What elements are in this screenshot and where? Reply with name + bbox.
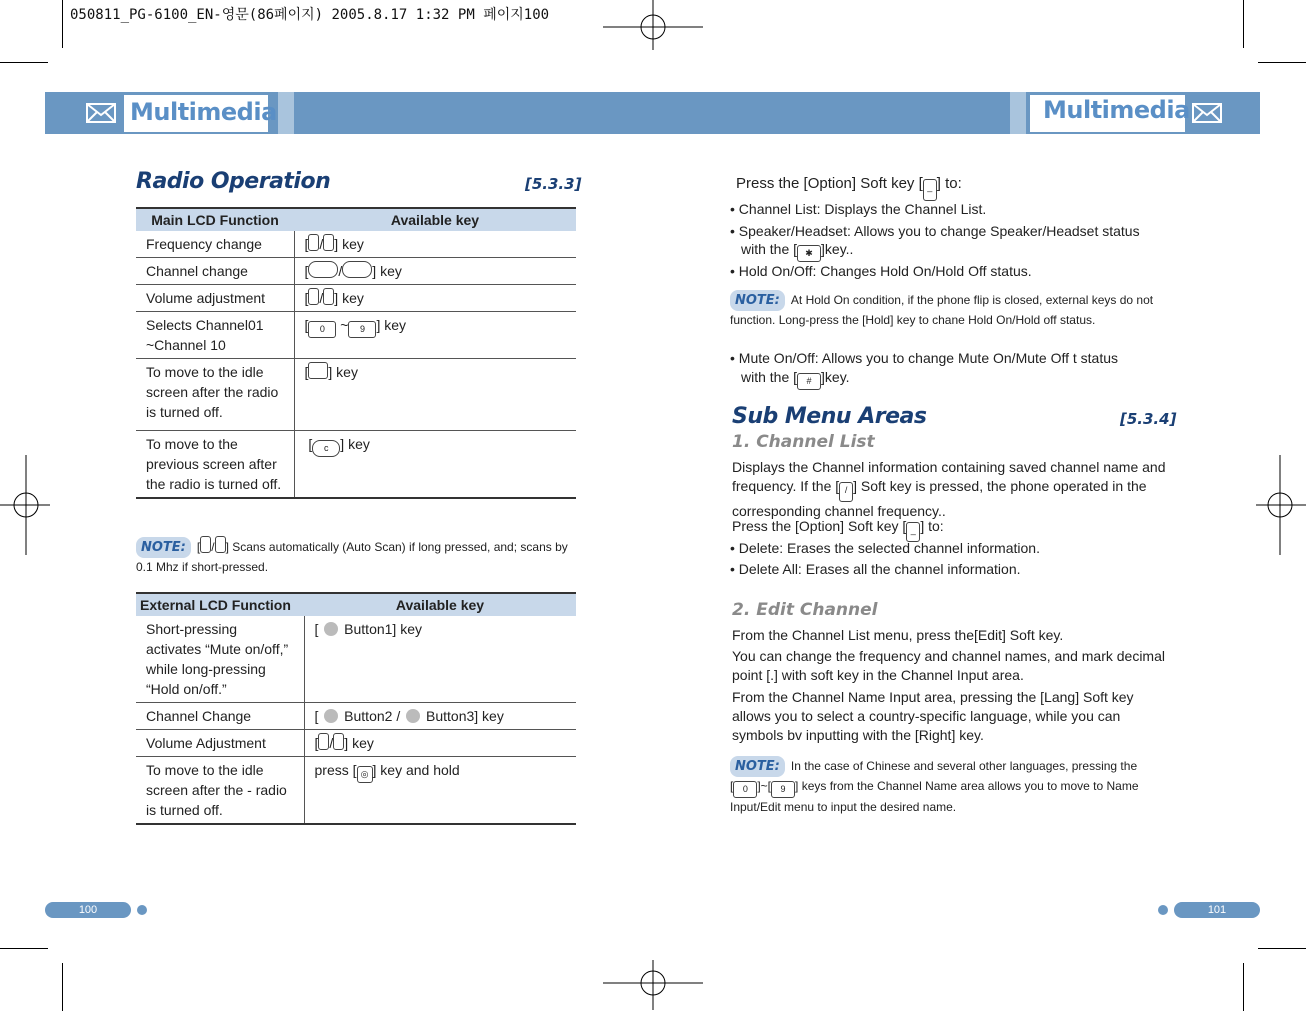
print-file-header: 050811_PG-6100_EN-영문(86페이지) 2005.8.17 1:32 PM 페이지100 [70, 7, 550, 23]
header-accent-right [1010, 92, 1026, 134]
end-key-icon [308, 362, 328, 379]
key-text: ] key and hold [372, 762, 460, 778]
bullet-speaker-cont [741, 240, 853, 262]
table-row [136, 285, 576, 312]
edit-channel-para2: You can change the frequency and channel names, and mark decimal point [.] with soft key in the Channel Input area. [732, 648, 1165, 683]
table-cell: Channel Change [136, 703, 304, 730]
table-cell: Volume Adjustment [136, 730, 304, 757]
key-text: press [ [314, 762, 357, 778]
table-row [136, 703, 576, 730]
key-text: key [342, 236, 364, 252]
external-lcd-table [136, 592, 576, 825]
text: ]key. [821, 369, 850, 385]
table-cell: [ / ] key [294, 258, 576, 285]
main-lcd-col2-header: Available key [294, 208, 576, 231]
key-text: key [352, 735, 374, 751]
registration-mark-bottom [603, 960, 703, 1010]
sub-menu-areas-code: [5.3.4] [1120, 410, 1177, 428]
radio-operation-title: Radio Operation [136, 169, 331, 194]
edit-channel-heading: 2. Edit Channel [732, 600, 878, 620]
bullet-delete-all: • Delete All: Erases all the channel information. [730, 561, 1021, 577]
page-number-right: 101 [1174, 902, 1260, 918]
up-key-icon [308, 234, 319, 251]
table-cell: Channel change [136, 258, 294, 285]
bullet-channel-list: • Channel List: Displays the Channel List. [730, 201, 987, 217]
text: ] Soft key is pressed, the phone operated in the corresponding channel frequency.. [732, 478, 1147, 519]
table-cell: To move to the idle screen after the - radio is turned off. [136, 757, 304, 825]
zero-key-icon: 0 [733, 781, 757, 798]
table-cell: Volume adjustment [136, 285, 294, 312]
nine-key-icon: 9 [771, 781, 795, 798]
bullet-mute-cont [741, 368, 850, 390]
press-option-line [736, 174, 962, 201]
crop-mark [1258, 62, 1306, 63]
key-text: Button2 / [344, 708, 401, 724]
crop-mark [1258, 948, 1306, 949]
table-row [136, 616, 576, 703]
registration-mark-left [0, 455, 50, 555]
option-softkey-icon: _ [906, 522, 920, 542]
note-text: Scans automatically (Auto Scan) if long pressed, and; scans by 0.1 Mhz if short-pressed. [136, 540, 568, 574]
header-title-right: Multimedia [1043, 96, 1190, 124]
note-text: At Hold On condition, if the phone flip is closed, external keys do not function. Long-press the [Hold] key to chane Hold On/Hold off status. [730, 293, 1154, 327]
channel-list-para [732, 458, 1172, 521]
note-text: keys from the Channel Name area allows you to move to Name Input/Edit menu to input the desired name. [730, 779, 1139, 814]
channel-list-heading: 1. Channel List [732, 432, 875, 452]
down-key-icon [323, 234, 334, 251]
crop-mark [0, 948, 48, 949]
ext-lcd-col1-header: External LCD Function [136, 593, 304, 616]
table-cell: [ / ] key [294, 285, 576, 312]
text: with the [ [741, 241, 798, 257]
ext-lcd-col2-header: Available key [304, 593, 576, 616]
table-cell: [ ] key [294, 359, 576, 431]
table-row [136, 258, 576, 285]
edit-channel-para1: From the Channel List menu, press the[Edit] Soft key. [732, 627, 1064, 643]
down-key-icon [215, 536, 226, 553]
table-row [136, 757, 576, 825]
header-title-left: Multimedia [130, 98, 277, 126]
crop-mark [0, 62, 48, 63]
table-cell: To move to the previous screen after the radio is turned off. [136, 431, 294, 499]
camera-key-icon: ◎ [357, 766, 373, 783]
bullet-speaker: • Speaker/Headset: Allows you to change Speaker/Headset status [730, 223, 1140, 239]
note-label: NOTE: [730, 290, 785, 311]
note-languages: NOTE: In the case of Chinese and several other languages, pressing the [ 0 ]~[ 9 ] keys from the Channel Name area allows you to move to Name Input/Edit menu to input the desired name. [730, 756, 1175, 817]
page-number-left: 100 [45, 902, 131, 918]
main-lcd-table [136, 207, 576, 499]
crop-mark [1243, 0, 1244, 48]
table-cell: [ / ] key [294, 231, 576, 258]
main-lcd-col1-header: Main LCD Function [136, 208, 294, 231]
key-text: key [336, 364, 358, 380]
table-cell: Selects Channel01 ~Channel 10 [136, 312, 294, 359]
nine-key-icon: 9 [348, 321, 376, 338]
button2-icon [324, 709, 338, 723]
text: ] to: [920, 518, 944, 534]
option-softkey-icon: _ [923, 179, 937, 201]
page-dot-left [137, 905, 147, 915]
table-cell: Frequency change [136, 231, 294, 258]
bullet-hold: • Hold On/Off: Changes Hold On/Hold Off status. [730, 263, 1032, 279]
zero-key-icon: 0 [308, 321, 336, 338]
header-accent-left [278, 92, 294, 134]
table-cell: Short-pressing activates “Mute on/off,” while long-pressing “Hold on/off.” [136, 616, 304, 703]
key-text: Button1] key [344, 621, 422, 637]
text: with the [ [741, 369, 798, 385]
edit-channel-para3: From the Channel Name Input area, pressing the [Lang] Soft key allows you to select a country-specific language, while you can symbols bv inputting with the [Right] key. [732, 689, 1134, 743]
ok-softkey-icon: / [839, 482, 853, 502]
crop-mark [1243, 963, 1244, 1011]
note-hold [730, 290, 1170, 330]
table-cell [304, 757, 576, 825]
table-cell: [ Button2 / Button3] key [304, 703, 576, 730]
hash-key-icon: # [797, 373, 821, 390]
table-cell: [ c ] key [294, 431, 576, 499]
note-text: In the case of Chinese and several other languages, pressing the [790, 759, 1138, 773]
note-label: NOTE: [730, 756, 785, 777]
sub-menu-areas-title: Sub Menu Areas [732, 404, 927, 429]
up-key-icon [200, 536, 211, 553]
right-key-icon [342, 261, 372, 278]
envelope-icon [86, 103, 116, 123]
page-dot-right [1158, 905, 1168, 915]
volume-down-key-icon [333, 733, 344, 750]
volume-down-key-icon [323, 288, 334, 305]
table-row [136, 312, 576, 359]
volume-up-key-icon [318, 733, 329, 750]
left-key-icon [308, 261, 338, 278]
envelope-icon [1192, 103, 1222, 123]
key-text: key [384, 317, 407, 333]
volume-up-key-icon [308, 288, 319, 305]
key-text: Button3] key [426, 708, 504, 724]
text: ]key.. [821, 241, 854, 257]
text: Press the [Option] Soft key [ [732, 518, 907, 534]
table-cell: [ 0 ~ 9 ] key [294, 312, 576, 359]
table-row [136, 359, 576, 431]
table-row [136, 431, 576, 499]
text: ] to: [936, 175, 962, 192]
registration-mark-right [1256, 455, 1306, 555]
star-key-icon: ✱ [797, 245, 821, 262]
key-text: key [348, 436, 370, 452]
table-cell: [ Button1] key [304, 616, 576, 703]
button1-icon [324, 622, 338, 636]
text: Press the [Option] Soft key [ [736, 175, 923, 192]
table-cell: [ / ] key [304, 730, 576, 757]
table-cell: To move to the idle screen after the radio is turned off. [136, 359, 294, 431]
text: Displays the Channel information containing saved channel name and frequency. If the [ [732, 459, 1166, 494]
table-row [136, 730, 576, 757]
bullet-delete: • Delete: Erases the selected channel information. [730, 540, 1040, 556]
note-label: NOTE: [136, 537, 191, 558]
key-text: key [380, 263, 402, 279]
note-auto-scan: NOTE: [ / ] Scans automatically (Auto Scan) if long pressed, and; scans by 0.1 Mhz if short-pressed. [136, 536, 576, 577]
key-text: key [342, 290, 364, 306]
table-row [136, 231, 576, 258]
bullet-mute: • Mute On/Off: Allows you to change Mute On/Mute Off t status [730, 350, 1119, 366]
button3-icon [406, 709, 420, 723]
registration-mark-top [603, 0, 703, 50]
crop-mark [62, 0, 63, 48]
clear-key-icon: c [312, 440, 340, 457]
crop-mark [62, 963, 63, 1011]
radio-operation-code: [5.3.3] [525, 175, 582, 193]
